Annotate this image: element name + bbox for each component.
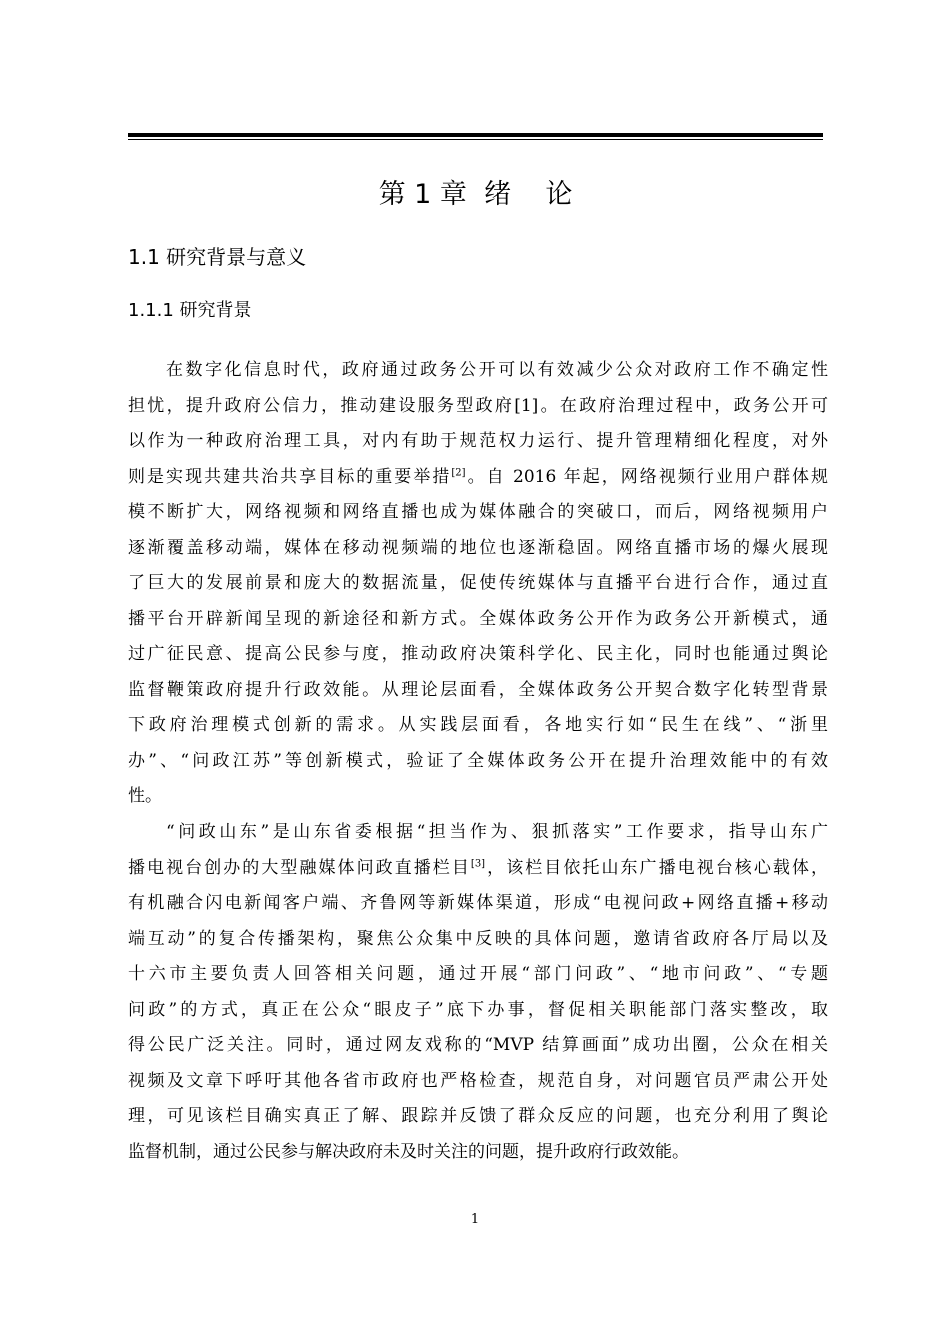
- text-line: 在数字化信息时代，政府通过政务公开可以有效减少公众对政府工作不确定性: [166, 360, 828, 380]
- text-line: 下政府治理模式创新的需求。从实践层面看，各地实行如“民生在线”、“浙里: [128, 715, 828, 735]
- header-rule-thin: [128, 139, 823, 140]
- subsection-heading: 1.1.1 研究背景: [128, 300, 252, 321]
- paragraph-2: [128, 815, 828, 1170]
- text-line: 监督鞭策政府提升行政效能。从理论层面看，全媒体政务公开契合数字化转型背景: [128, 679, 828, 700]
- text-line: 十六市主要负责人回答相关问题，通过开展“部门问政”、“地市问政”、“专题: [128, 964, 828, 984]
- line-text: 播电视台创办的大型融媒体问政直播栏目: [128, 857, 471, 878]
- text-line: 办”、“问政江苏”等创新模式，验证了全媒体政务公开在提升治理效能中的有效: [128, 750, 828, 771]
- text-line: 过广征民意、提高公民参与度，推动政府决策科学化、民主化，同时也能通过舆论: [128, 644, 828, 664]
- text-line: 担忧，提升政府公信力，推动建设服务型政府[1]。在政府治理过程中，政务公开可: [128, 395, 828, 416]
- line-text: 。自 2016 年起，网络视频行业用户群体规: [465, 466, 829, 487]
- text-line: “问政山东”是山东省委根据“担当作为、狠抓落实”工作要求，指导山东广: [166, 822, 828, 842]
- text-line: 得公民广泛关注。同时，通过网友戏称的“MVP 结算画面”成功出圈，公众在相关: [128, 1035, 828, 1055]
- section-heading: 1.1 研究背景与意义: [128, 245, 307, 269]
- text-line: 有机融合闪电新闻客户端、齐鲁网等新媒体渠道，形成“电视问政+网络直播+移动: [128, 893, 828, 913]
- text-line: 性。: [128, 786, 162, 806]
- header-rule-thick: [128, 133, 823, 137]
- text-line: 了巨大的发展前景和庞大的数据流量，促使传统媒体与直播平台进行合作，通过直: [128, 573, 828, 593]
- text-line: [128, 851, 828, 887]
- text-line: 监督机制，通过公民参与解决政府未及时关注的问题，提升政府行政效能。: [128, 1141, 689, 1162]
- citation-ref: [2]: [451, 466, 466, 478]
- text-line: 理，可见该栏目确实真正了解、跟踪并反馈了群众反应的问题，也充分利用了舆论: [128, 1106, 828, 1126]
- text-line: 模不断扩大，网络视频和网络直播也成为媒体融合的突破口，而后，网络视频用户: [128, 502, 828, 522]
- paragraph-1: [128, 353, 828, 815]
- text-line: 问政”的方式，真正在公众“眼皮子”底下办事，督促相关职能部门落实整改，取: [128, 999, 828, 1020]
- text-line: 播平台开辟新闻呈现的新途径和新方式。全媒体政务公开作为政务公开新模式，通: [128, 608, 828, 629]
- citation-ref: [3]: [470, 857, 486, 869]
- line-text: 则是实现共建共治共享目标的重要举措: [128, 466, 452, 487]
- text-line: 逐渐覆盖移动端，媒体在移动视频端的地位也逐渐稳固。网络直播市场的爆火展现: [128, 537, 828, 558]
- text-line: 以作为一种政府治理工具，对内有助于规范权力运行、提升管理精细化程度，对外: [128, 431, 828, 451]
- chapter-title: 第 1 章 绪 论: [378, 179, 573, 210]
- line-text: ，该栏目依托山东广播电视台核心载体，: [485, 857, 829, 878]
- page-number: 1: [470, 1212, 480, 1227]
- text-line: 视频及文章下呼吁其他各省市政府也严格检查，规范自身，对问题官员严肃公开处: [128, 1070, 828, 1091]
- text-line: 端互动”的复合传播架构，聚焦公众集中反映的具体问题，邀请省政府各厅局以及: [128, 928, 828, 949]
- text-line: [128, 460, 828, 496]
